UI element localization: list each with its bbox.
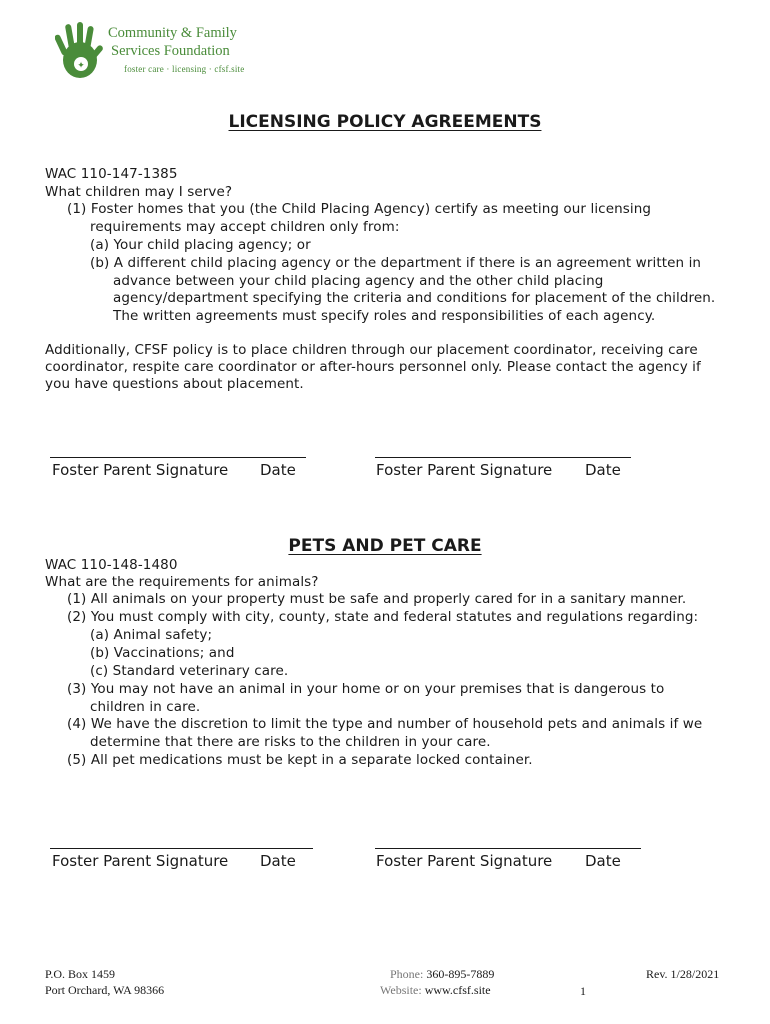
footer-address-line-1: P.O. Box 1459 [45,967,116,981]
pets-item-1: (1) All animals on your property must be safe and properly cared for in a sanitary manner. [67,591,687,607]
signature-line-2b[interactable] [375,848,641,849]
pets-item-2b: (b) Vaccinations; and [90,645,235,661]
pets-wac: WAC 110-148-1480 [45,557,178,573]
pets-item-4-line-2: determine that there are risks to the children in your care. [90,734,491,750]
date-label: Date [585,852,621,870]
licensing-additional-line-3: you have questions about placement. [45,376,304,392]
organization-tagline: foster care · licensing · cfsf.site [124,64,245,74]
page-number: 1 [580,984,586,998]
foster-parent-signature-label: Foster Parent Signature [52,461,229,479]
signature-line-1b[interactable] [375,457,631,458]
pets-item-4-line-1: (4) We have the discretion to limit the type and number of household pets and animals if we [67,716,703,732]
foster-parent-signature-label: Foster Parent Signature [376,461,553,479]
licensing-item-1b-line-2: advance between your child placing agency and the other child placing [113,273,604,289]
footer-website-label: Website: [380,983,422,997]
footer-phone-label: Phone: [390,967,424,981]
foster-parent-signature-label: Foster Parent Signature [52,852,229,870]
pets-item-2c: (c) Standard veterinary care. [90,663,289,679]
footer-website-value[interactable]: www.cfsf.site [424,983,491,997]
licensing-additional-line-2: coordinator, respite care coordinator or after-hours personnel only. Please contact the agency if [45,359,701,375]
organization-name [108,24,237,60]
footer-phone-value: 360-895-7889 [426,967,495,981]
date-label: Date [585,461,621,479]
svg-text:✦: ✦ [77,61,85,71]
date-label: Date [260,461,296,479]
organization-name-line1: Community & Family [108,25,237,41]
footer-phone [380,966,494,982]
footer-address [45,966,164,998]
logo-hand-icon [55,20,105,82]
licensing-item-1b-line-4: The written agreements must specify roles and responsibilities of each agency. [113,308,656,324]
footer-address-line-2: Port Orchard, WA 98366 [45,983,165,997]
pets-item-2: (2) You must comply with city, county, state and federal statutes and regulations regarding: [67,609,699,625]
pets-item-3-line-1: (3) You may not have an animal in your home or on your premises that is dangerous to [67,681,665,697]
pets-item-3-line-2: children in care. [90,699,201,715]
footer-website [380,982,494,998]
signature-line-2a[interactable] [50,848,313,849]
footer-contact [380,966,494,998]
licensing-title: LICENSING POLICY AGREEMENTS [228,112,542,132]
pets-item-2a: (a) Animal safety; [90,627,213,643]
revision-date: Rev. 1/28/2021 [646,967,720,981]
pets-item-5: (5) All pet medications must be kept in a separate locked container. [67,752,533,768]
foster-parent-signature-label: Foster Parent Signature [376,852,553,870]
licensing-item-1-line-1: (1) Foster homes that you (the Child Placing Agency) certify as meeting our licensing [67,201,652,217]
licensing-additional-line-1: Additionally, CFSF policy is to place children through our placement coordinator, receiving care [45,342,698,358]
licensing-item-1b-line-3: agency/department specifying the criteria and conditions for placement of the children. [113,290,716,306]
licensing-item-1a: (a) Your child placing agency; or [90,237,311,253]
licensing-item-1-line-2: requirements may accept children only from: [90,219,400,235]
licensing-wac: WAC 110-147-1385 [45,166,178,182]
organization-name-line2: Services Foundation [111,43,230,59]
pets-question: What are the requirements for animals? [45,574,319,590]
signature-line-1a[interactable] [50,457,306,458]
date-label: Date [260,852,296,870]
licensing-question: What children may I serve? [45,184,233,200]
licensing-item-1b-line-1: (b) A different child placing agency or the department if there is an agreement written in [90,255,702,271]
pets-title: PETS AND PET CARE [288,536,482,556]
